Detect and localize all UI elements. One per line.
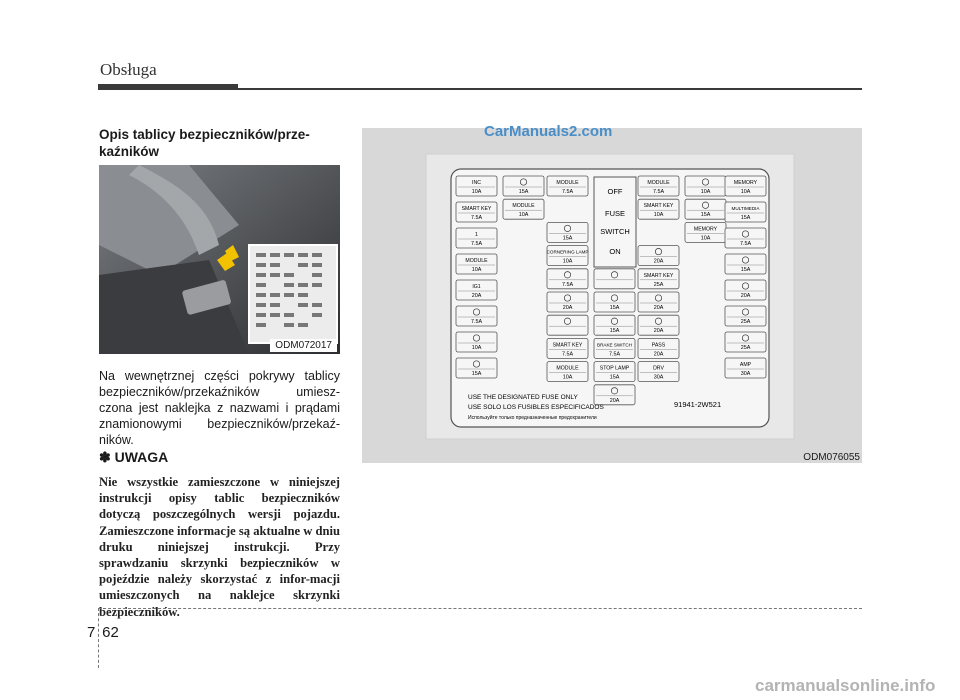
- fuse-label: SMART KEY: [643, 272, 674, 279]
- fuse-cell: [456, 176, 497, 196]
- fuse-label: SMART KEY: [552, 342, 583, 349]
- fuse-amp: 20A: [471, 293, 482, 299]
- fuse-amp: 7.5A: [561, 351, 574, 358]
- fuse-cell: [638, 176, 679, 196]
- fuse-label: PASS: [651, 342, 666, 349]
- fuse-cell: [547, 269, 588, 289]
- fuse-label: INC: [472, 180, 481, 186]
- fuse-label: AMP: [739, 362, 752, 368]
- diagram-footer-line3: Используйте только предназначенные предохранители: [468, 415, 597, 421]
- fuse-cell: [503, 199, 544, 219]
- page-number: [87, 624, 119, 641]
- fuse-label-diagram: [362, 128, 862, 463]
- fuse-amp: 7.5A: [470, 241, 483, 247]
- fuse-label: MULTIMEDIA: [731, 206, 760, 211]
- fuse-label: MEMORY: [733, 180, 758, 186]
- fuse-amp: 7.5A: [470, 319, 483, 325]
- fuse-amp: 7.5A: [561, 281, 574, 288]
- fuse-amp: 20A: [653, 328, 664, 335]
- fuse-cell: [594, 385, 635, 405]
- fuse-amp: 7.5A: [652, 189, 665, 195]
- note-title: UWAGA: [114, 449, 169, 465]
- diagram-part-number: 91941-2W521: [674, 400, 722, 409]
- fuse-cell: [456, 202, 497, 222]
- fuse-cell: [456, 228, 497, 248]
- fuse-amp: 10A: [471, 267, 482, 273]
- fuse-amp: 30A: [653, 374, 664, 381]
- page-header-title: Obsługa: [100, 60, 157, 79]
- page-number-value: 62: [102, 624, 119, 641]
- fuse-cell: [725, 202, 766, 222]
- fuse-amp: 20A: [562, 305, 573, 311]
- diagram-footer-line1: USE THE DESIGNATED FUSE ONLY: [468, 394, 578, 401]
- diagram-footer-line2: USE SOLO LOS FUSIBLES ESPECIFICADOS: [468, 404, 604, 411]
- fuse-cell: [456, 306, 497, 326]
- note-text: Nie wszystkie zamieszczone w niniejszej instrukcji opisy tablic bezpieczników dotyczą poszczególnych wersji pojazdu. Zamieszczone informacje są aktualne w dniu druku niniejszej instrukcji. Przy sprawdzaniu skrzynki bezpieczników w pojeździe należy skorzystać z infor-macji umieszczonych na naklejce skrzynki bezpieczników.: [99, 475, 341, 619]
- fuse-cell: [594, 269, 635, 289]
- fuse-amp: 10A: [518, 212, 529, 219]
- fuse-amp: 10A: [700, 235, 711, 242]
- fuse-cell: [638, 246, 679, 266]
- fuse-cell: [725, 332, 766, 352]
- fuse-label: MEMORY: [693, 226, 718, 233]
- fuse-amp: 15A: [609, 374, 620, 381]
- fuse-panel-photo: [99, 165, 340, 354]
- fuse-cell: [456, 332, 497, 352]
- fuse-cell: [547, 362, 588, 382]
- fuse-cell: [547, 246, 589, 266]
- fuse-cell: [725, 306, 766, 326]
- fuse-amp: 15A: [740, 267, 751, 273]
- fuse-amp: 20A: [740, 293, 751, 299]
- fuse-label: MODULE: [647, 180, 670, 186]
- fuse-label: MODULE: [556, 180, 579, 186]
- fuse-amp: 25A: [740, 345, 751, 351]
- fuse-amp: 15A: [700, 212, 711, 219]
- fuse-amp: 10A: [562, 374, 573, 381]
- fuse-cell: [685, 176, 726, 196]
- fuse-amp: 15A: [740, 215, 751, 221]
- fuse-diagram: [362, 128, 862, 463]
- fuse-amp: 30A: [740, 371, 751, 377]
- fuse-label: MODULE: [465, 258, 488, 264]
- fuse-cell: [547, 292, 588, 312]
- fuse-label: MODULE: [556, 365, 579, 372]
- site-watermark: carmanualsonline.info: [755, 676, 936, 695]
- fuse-cell: [725, 280, 766, 300]
- fuse-amp: 10A: [562, 258, 573, 265]
- fuse-cell: [638, 315, 679, 335]
- fuse-cell: [503, 176, 544, 196]
- footer-rule: [98, 608, 862, 609]
- fuse-cell: [725, 228, 766, 248]
- chapter-number: 7: [87, 624, 96, 641]
- body-paragraph: Na wewnętrznej części pokrywy tablicy bezpieczników/przekaźników umiesz-czona jest naklejka z nazwami i prądami znamionowymi bezpieczników/przekaź-ników.: [99, 369, 340, 447]
- fuse-label: IG1: [472, 284, 481, 290]
- fuse-cell: [547, 315, 588, 335]
- fuse-cell: [685, 222, 726, 242]
- fuse-amp: 20A: [653, 305, 664, 311]
- note-symbol: ✽: [99, 449, 111, 465]
- dashboard-photo-illustration: [99, 165, 340, 354]
- fuse-label: CORNERING LAMP: [546, 249, 589, 255]
- fuse-cell: [725, 176, 766, 196]
- fuse-cell: [725, 254, 766, 274]
- fuse-label: 1: [475, 232, 478, 238]
- fuse-label: BRAKE SWITCH: [597, 342, 632, 348]
- fuse-amp: 7.5A: [608, 351, 621, 358]
- switch-fuse-label: FUSE: [604, 209, 626, 218]
- fuse-amp: 10A: [740, 189, 751, 195]
- fuse-cell: [456, 280, 497, 300]
- fuse-amp: 15A: [518, 189, 529, 195]
- fuse-cell: [594, 292, 635, 312]
- note-heading: [99, 449, 168, 466]
- fuse-amp: 15A: [562, 235, 573, 242]
- fuse-cell: [685, 199, 726, 219]
- fuse-cell: [547, 176, 588, 196]
- fuse-amp: 25A: [740, 319, 751, 325]
- fuse-label: DRV: [653, 365, 664, 372]
- fuse-amp: 20A: [653, 258, 664, 265]
- fuse-amp: 7.5A: [561, 189, 574, 195]
- fuse-cell: [547, 222, 588, 242]
- fuse-cell: [638, 199, 679, 219]
- fuse-amp: 10A: [700, 189, 711, 195]
- fuse-amp: 7.5A: [470, 215, 483, 221]
- switch-on-label: ON: [609, 247, 621, 256]
- fuse-amp: 7.5A: [739, 241, 752, 247]
- fuse-amp: 15A: [471, 371, 482, 377]
- fuse-cell: [638, 338, 679, 358]
- header-rule: [98, 88, 862, 90]
- fuse-cell: [594, 315, 635, 335]
- fuse-amp: 20A: [653, 351, 664, 358]
- diagram-caption: ODM076055: [803, 452, 860, 463]
- fuse-amp: 10A: [471, 189, 482, 195]
- switch-off-label: OFF: [607, 187, 623, 196]
- fuse-amp: 20A: [609, 397, 620, 404]
- fuse-amp: 15A: [609, 328, 620, 335]
- fuse-cell: [456, 358, 497, 378]
- fuse-cell: [638, 269, 679, 289]
- fuse-amp: 15A: [609, 305, 620, 311]
- fuse-label: SMART KEY: [461, 206, 492, 212]
- fuse-label: STOP LAMP: [599, 365, 630, 372]
- fuse-cell: [638, 292, 679, 312]
- carmanuals-watermark: CarManuals2.com: [484, 123, 613, 140]
- fuse-amp: 10A: [471, 345, 482, 351]
- photo-caption: ODM072017: [270, 339, 337, 352]
- fuse-cell: [456, 254, 497, 274]
- fuse-label: SMART KEY: [643, 203, 674, 210]
- fuse-label: MODULE: [512, 203, 535, 210]
- fuse-cell: [638, 362, 679, 382]
- switch-switch-label: SWITCH: [600, 227, 630, 236]
- fuse-cell: [725, 358, 766, 378]
- section-title: Opis tablicy bezpieczników/prze- kaźników: [99, 127, 310, 159]
- fuse-cell: [547, 338, 588, 358]
- fuse-amp: 10A: [653, 212, 664, 219]
- fuse-cell: [594, 338, 635, 358]
- fuse-amp: 25A: [653, 281, 664, 288]
- fuse-cell: [594, 362, 635, 382]
